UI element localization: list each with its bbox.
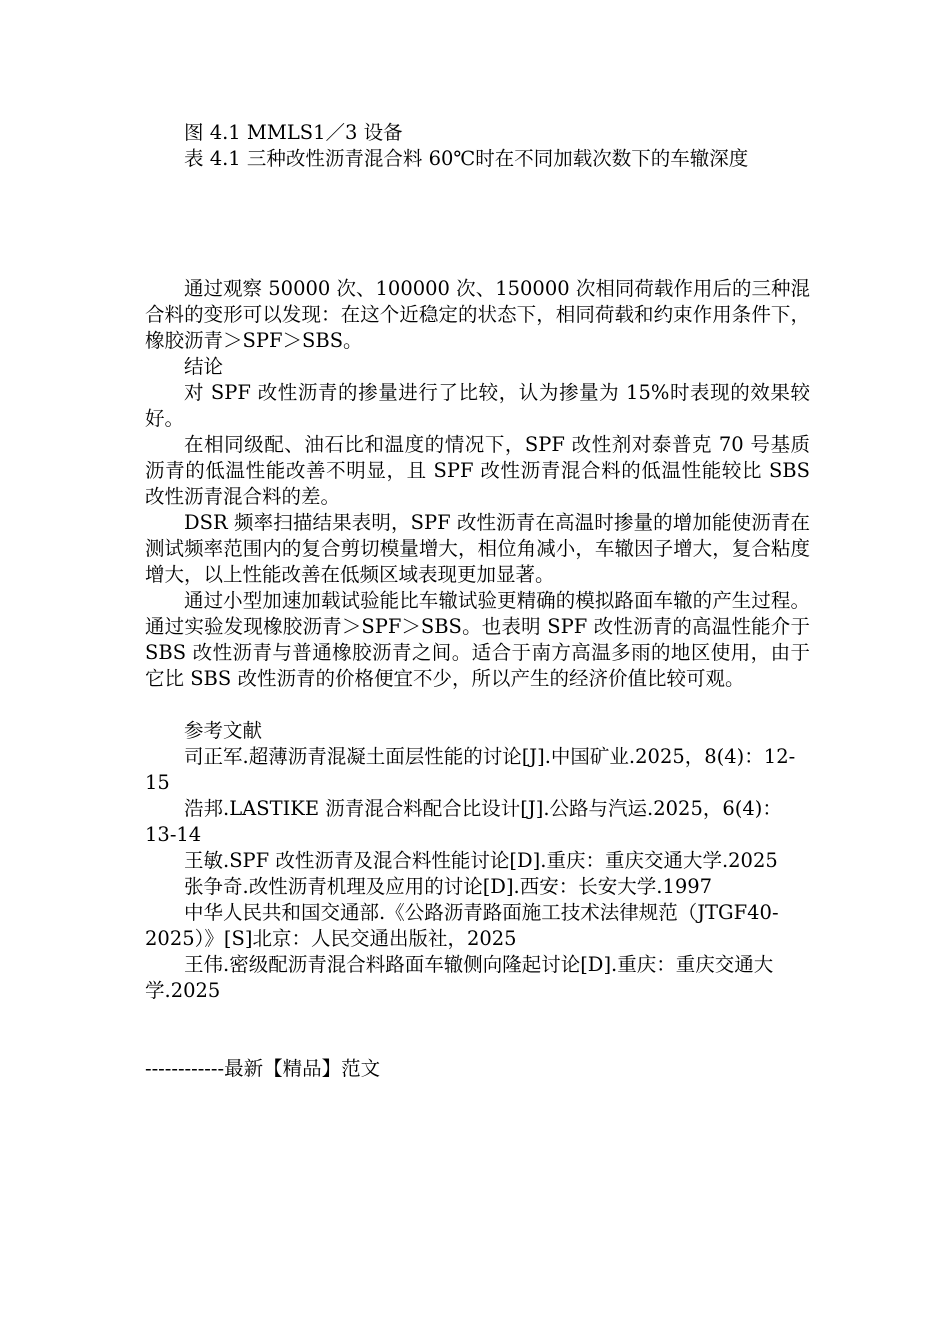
references-section [145, 718, 810, 1004]
observation-paragraph: 通过观察 50000 次、100000 次、150000 次相同荷载作用后的三种混合料的变形可以发现：在这个近稳定的状态下，相同荷载和约束作用条件下，橡胶沥青＞SPF＞SBS。 [145, 277, 810, 352]
table-placeholder-space [145, 172, 810, 276]
conclusion-paragraph-4: 通过小型加速加载试验能比车辙试验更精确的模拟路面车辙的产生过程。通过实验发现橡胶沥青＞SPF＞SBS。也表明 SPF 改性沥青的高温性能介于 SBS 改性沥青与普通橡胶沥青之间。适合于南方高温多雨的地区使用，由于它比 SBS 改性沥青的价格便宜不少，所以产生的经济价值比较可观。 [145, 589, 810, 690]
reference-item: 张争奇.改性沥青机理及应用的讨论[D].西安：长安大学.1997 [184, 875, 713, 898]
figure-caption: 图 4.1 MMLS1／3 设备 [184, 121, 403, 144]
table-caption: 表 4.1 三种改性沥青混合料 60℃时在不同加载次数下的车辙深度 [184, 147, 749, 170]
reference-item: 司正军.超薄沥青混凝土面层性能的讨论[J].中国矿业.2025，8(4)：12-15 [145, 745, 796, 794]
spacer [145, 692, 810, 718]
footer-tagline: ------------最新【精品】范文 [145, 1057, 381, 1080]
spacer [145, 1004, 810, 1056]
references-heading: 参考文献 [184, 719, 263, 742]
reference-item: 中华人民共和国交通部.《公路沥青路面施工技术法律规范（JTGF40-2025）》[S]北京：人民交通出版社，2025 [145, 901, 779, 950]
conclusion-paragraph-3: DSR 频率扫描结果表明，SPF 改性沥青在高温时掺量的增加能使沥青在测试频率范围内的复合剪切模量增大，相位角减小，车辙因子增大，复合粘度增大，以上性能改善在低频区域表现更加显著。 [145, 511, 810, 586]
document-page [145, 120, 810, 1082]
conclusion-heading: 结论 [184, 355, 224, 378]
reference-item: 王伟.密级配沥青混合料路面车辙侧向隆起讨论[D].重庆：重庆交通大学.2025 [145, 953, 774, 1002]
reference-item: 浩邦.LASTIKE 沥青混合料配合比设计[J].公路与汽运.2025，6(4)：13-14 [145, 797, 782, 846]
conclusion-paragraph-1: 对 SPF 改性沥青的掺量进行了比较，认为掺量为 15%时表现的效果较好。 [145, 381, 810, 430]
reference-item: 王敏.SPF 改性沥青及混合料性能讨论[D].重庆：重庆交通大学.2025 [184, 849, 778, 872]
conclusion-paragraph-2: 在相同级配、油石比和温度的情况下，SPF 改性剂对泰普克 70 号基质沥青的低温性能改善不明显，且 SPF 改性沥青混合料的低温性能较比 SBS 改性沥青混合料的差。 [145, 433, 810, 508]
